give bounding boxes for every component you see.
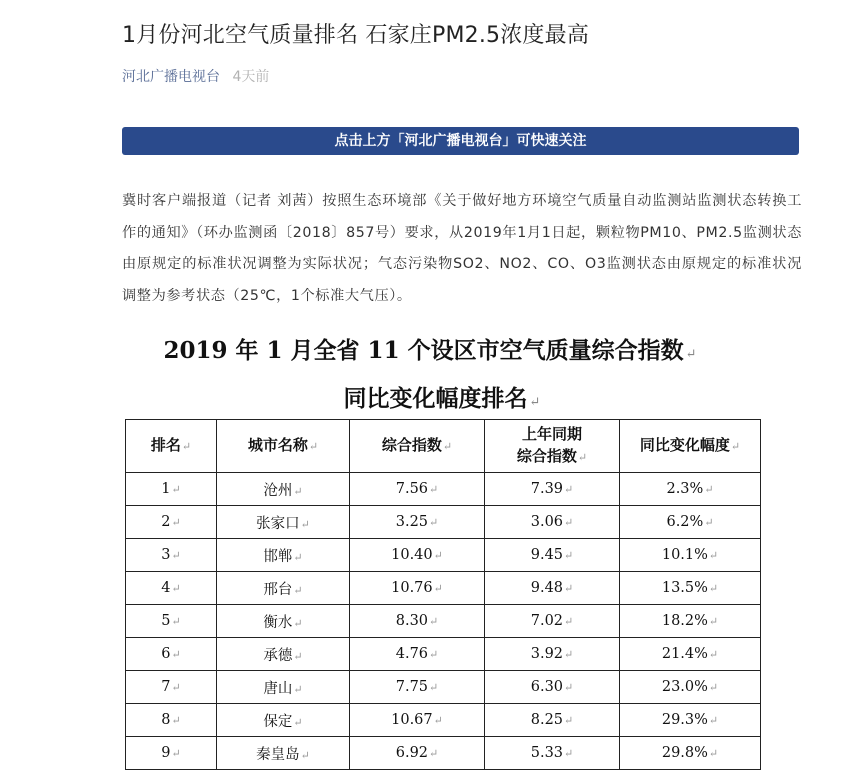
cell-rank-text: 6 [161,646,171,662]
ranking-table [125,419,761,770]
follow-banner[interactable]: 点击上方「河北广播电视台」可快速关注 [122,127,799,155]
paragraph-mark-icon: ↵ [171,582,181,595]
cell-index-text: 7.75 [395,679,429,695]
paragraph-mark-icon: ↵ [171,615,181,628]
cell-prev-index-text: 3.06 [530,514,564,530]
cell-city-text: 张家口 [256,515,300,532]
cell-rank [126,671,217,704]
header-city [217,420,350,473]
cell-city-text: 保定 [263,713,293,730]
cell-city-text: 邯郸 [263,548,293,565]
cell-prev-index [485,539,620,572]
cell-change-text: 10.1% [661,547,708,563]
cell-prev-index [485,572,620,605]
cell-change-text: 6.2% [666,514,704,530]
header-rank [126,420,217,473]
cell-index [350,671,485,704]
cell-index-text: 10.76 [391,580,433,596]
paragraph-mark-icon: ↵ [708,714,719,727]
cell-change [620,671,761,704]
cell-rank [126,473,217,506]
article-meta [122,66,269,86]
table-row [126,605,761,638]
cell-rank [126,638,217,671]
paragraph-mark-icon: ↵ [564,714,574,727]
cell-rank [126,704,217,737]
table-header-row [126,420,761,473]
cell-change [620,473,761,506]
paragraph-mark-icon: ↵ [300,748,310,762]
cell-change-text: 18.2% [661,613,708,629]
cell-index [350,605,485,638]
cell-change [620,506,761,539]
cell-change-text: 23.0% [661,679,708,695]
paragraph-mark-icon: ↵ [708,549,719,562]
cell-change [620,704,761,737]
paragraph-mark-icon: ↵ [171,549,181,562]
header-rank-text: 排名 [150,436,181,454]
cell-city [217,638,350,671]
article-title: 1月份河北空气质量排名 石家庄PM2.5浓度最高 [122,23,590,48]
cell-change [620,638,761,671]
cell-prev-index [485,671,620,704]
header-change [620,420,761,473]
paragraph-mark-icon: ↵ [433,582,443,595]
cell-change [620,737,761,770]
cell-prev-index-text: 7.39 [530,481,564,497]
paragraph-mark-icon: ↵ [708,648,719,661]
paragraph-mark-icon: ↵ [429,516,439,529]
cell-prev-index [485,473,620,506]
cell-prev-index [485,605,620,638]
cell-city [217,539,350,572]
paragraph-mark-icon: ↵ [564,615,574,628]
paragraph-mark-icon: ↵ [704,483,714,496]
paragraph-mark-icon: ↵ [708,582,719,595]
cell-index [350,737,485,770]
paragraph-mark-icon: ↵ [308,440,319,453]
paragraph-mark-icon: ↵ [171,516,181,529]
table-title-line2-text: 同比变化幅度排名 [343,385,528,412]
paragraph-mark-icon: ↵ [577,451,588,464]
cell-prev-index-text: 6.30 [530,679,564,695]
paragraph-mark-icon: ↵ [293,715,303,729]
paragraph-mark-icon: ↵ [564,747,574,760]
cell-index [350,473,485,506]
paragraph-mark-icon: ↵ [171,483,181,496]
cell-city [217,704,350,737]
cell-rank [126,539,217,572]
cell-city-text: 沧州 [263,482,293,499]
paragraph-mark-icon: ↵ [433,714,443,727]
header-prev-index [485,420,620,473]
cell-city [217,737,350,770]
cell-rank-text: 8 [161,712,171,728]
cell-prev-index [485,737,620,770]
table-body [126,473,761,770]
cell-rank-text: 5 [161,613,171,629]
cell-prev-index-text: 9.48 [530,580,564,596]
header-prev-index-text: 上年同期 综合指数 [516,425,582,465]
paragraph-mark-icon: ↵ [685,347,697,362]
cell-index [350,638,485,671]
header-change-text: 同比变化幅度 [639,436,730,454]
cell-index-text: 10.67 [391,712,433,728]
paragraph-mark-icon: ↵ [429,615,439,628]
cell-index-text: 10.40 [391,547,433,563]
cell-city-text: 秦皇岛 [256,746,300,763]
paragraph-mark-icon: ↵ [704,516,714,529]
cell-prev-index-text: 8.25 [530,712,564,728]
paragraph-mark-icon: ↵ [564,549,574,562]
cell-prev-index-text: 5.33 [530,745,564,761]
paragraph-mark-icon: ↵ [171,648,181,661]
header-index-text: 综合指数 [381,436,442,454]
cell-prev-index [485,704,620,737]
table-row [126,506,761,539]
paragraph-mark-icon: ↵ [300,517,310,531]
paragraph-mark-icon: ↵ [564,681,574,694]
paragraph-mark-icon: ↵ [564,648,574,661]
cell-city [217,671,350,704]
cell-city [217,572,350,605]
cell-change [620,539,761,572]
cell-index [350,539,485,572]
paragraph-mark-icon: ↵ [429,681,439,694]
paragraph-mark-icon: ↵ [429,747,439,760]
paragraph-mark-icon: ↵ [708,615,719,628]
cell-rank [126,506,217,539]
cell-change-text: 13.5% [661,580,708,596]
cell-index-text: 8.30 [395,613,429,629]
paragraph-mark-icon: ↵ [293,583,303,597]
paragraph-mark-icon: ↵ [429,483,439,496]
header-city-text: 城市名称 [247,436,308,454]
table-row [126,539,761,572]
cell-prev-index [485,506,620,539]
cell-index-text: 3.25 [395,514,429,530]
cell-city-text: 邢台 [263,581,293,598]
cell-city-text: 承德 [263,647,293,664]
table-row [126,638,761,671]
paragraph-mark-icon: ↵ [529,395,541,410]
cell-change-text: 2.3% [666,481,704,497]
cell-rank-text: 1 [161,481,171,497]
cell-prev-index-text: 7.02 [530,613,564,629]
cell-index [350,572,485,605]
cell-rank-text: 4 [161,580,171,596]
header-index [350,420,485,473]
table-row [126,737,761,770]
paragraph-mark-icon: ↵ [564,582,574,595]
cell-city [217,473,350,506]
cell-city [217,506,350,539]
cell-change [620,572,761,605]
table-row [126,572,761,605]
paragraph-mark-icon: ↵ [442,440,453,453]
paragraph-mark-icon: ↵ [171,714,181,727]
paragraph-mark-icon: ↵ [181,440,192,453]
paragraph-mark-icon: ↵ [293,550,303,564]
cell-change [620,605,761,638]
paragraph-mark-icon: ↵ [730,440,741,453]
article-paragraph: 冀时客户端报道（记者 刘茜）按照生态环境部《关于做好地方环境空气质量自动监测站监测状态转换工作的通知》（环办监测函〔2018〕857号）要求，从2019年1月1日起，颗粒物PM10、PM2.5监测状态由原规定的标准状况调整为实际状况；气态污染物SO2、NO2、CO、O3监测状态由原规定的标准状况调整为参考状态（25℃，1个标准大气压）。 [122,193,802,304]
cell-rank-text: 3 [161,547,171,563]
paragraph-mark-icon: ↵ [293,616,303,630]
cell-index-text: 7.56 [395,481,429,497]
cell-change-text: 21.4% [661,646,708,662]
cell-index [350,704,485,737]
cell-rank-text: 2 [161,514,171,530]
cell-index-text: 4.76 [395,646,429,662]
paragraph-mark-icon: ↵ [171,681,181,694]
cell-change-text: 29.3% [661,712,708,728]
table-title-line1-text: 2019 年 1 月全省 11 个设区市空气质量综合指数 [163,337,684,364]
cell-change-text: 29.8% [661,745,708,761]
cell-prev-index [485,638,620,671]
paragraph-mark-icon: ↵ [429,648,439,661]
table-row [126,671,761,704]
cell-rank [126,605,217,638]
table-title-line2 [152,380,732,413]
cell-index-text: 6.92 [395,745,429,761]
paragraph-mark-icon: ↵ [708,747,719,760]
publish-time: 4天前 [232,69,270,85]
paragraph-mark-icon: ↵ [708,681,719,694]
cell-city-text: 衡水 [263,614,293,631]
account-name-link[interactable]: 河北广播电视台 [122,69,220,85]
paragraph-mark-icon: ↵ [293,649,303,663]
paragraph-mark-icon: ↵ [564,516,574,529]
cell-prev-index-text: 9.45 [530,547,564,563]
table-row [126,473,761,506]
paragraph-mark-icon: ↵ [433,549,443,562]
paragraph-mark-icon: ↵ [564,483,574,496]
cell-rank [126,737,217,770]
cell-rank-text: 7 [161,679,171,695]
cell-prev-index-text: 3.92 [530,646,564,662]
paragraph-mark-icon: ↵ [171,747,181,760]
cell-rank-text: 9 [161,745,171,761]
cell-city-text: 唐山 [263,680,293,697]
cell-city [217,605,350,638]
cell-index [350,506,485,539]
cell-rank [126,572,217,605]
table-title-line1 [140,332,720,365]
paragraph-mark-icon: ↵ [293,682,303,696]
paragraph-mark-icon: ↵ [293,484,303,498]
table-row [126,704,761,737]
